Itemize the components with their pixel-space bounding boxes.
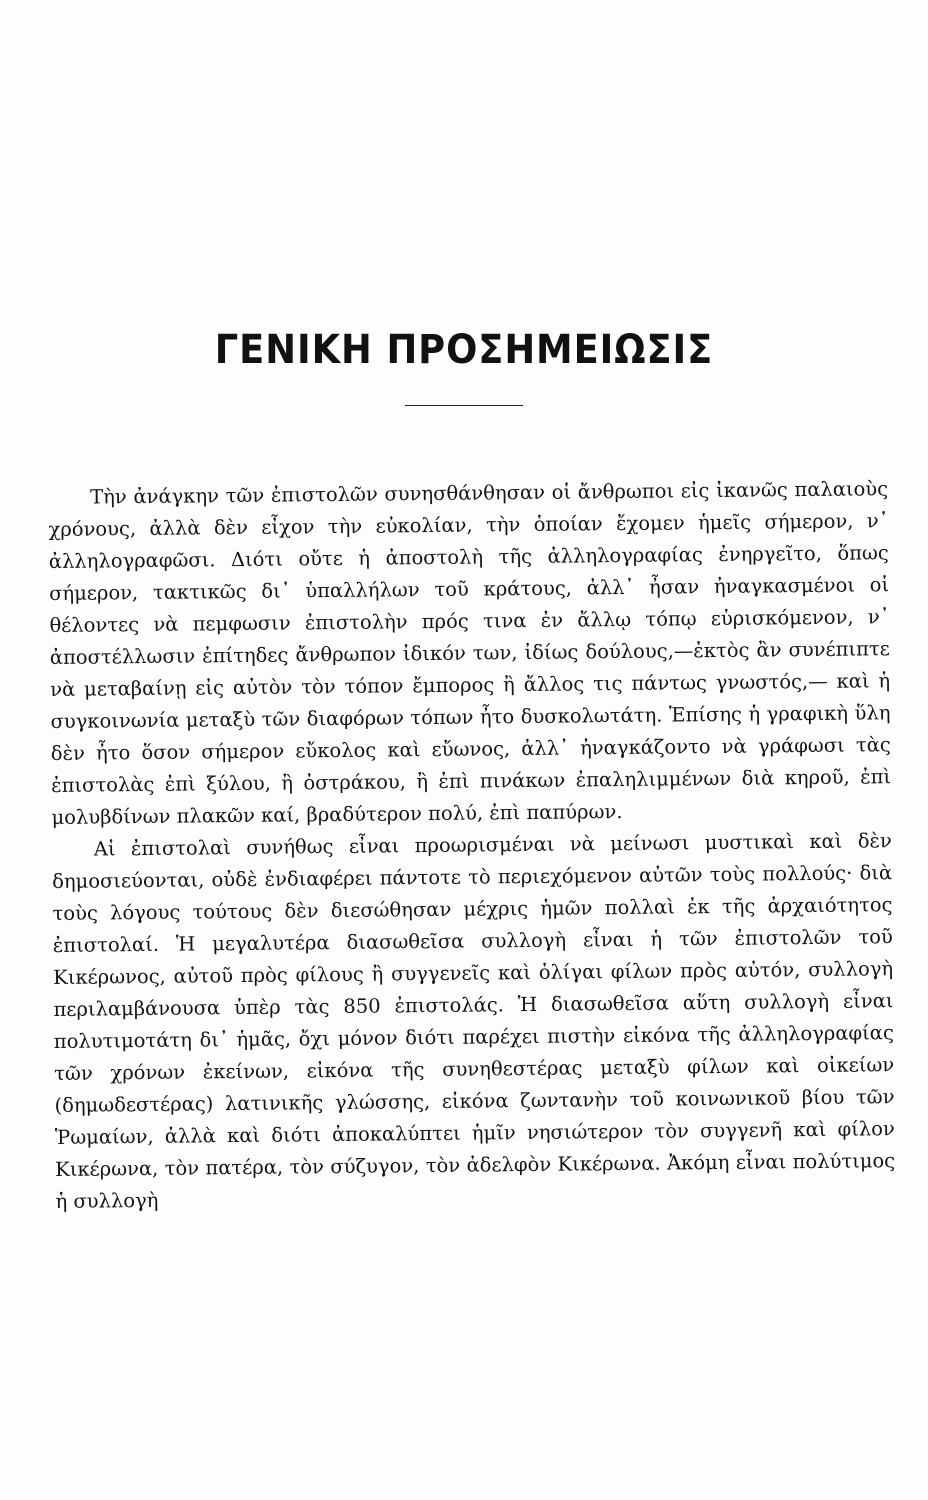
body-text	[48, 473, 896, 1218]
title-divider	[405, 405, 523, 406]
paragraph-2: Αἱ ἐπιστολαὶ συνήθως εἶναι προωρισμέναι νὰ μείνωσι μυστικαὶ καὶ δὲν δημοσιεύονται, οὐδὲ ἐνδιαφέρει πάντοτε τὸ περιεχόμενον αὐτῶν τοὺς πολλούς· διὰ τοὺς λόγους τούτους δὲν διεσώθησαν μέχρις ἡμῶν πολλαὶ ἐκ τῆς ἀρχαιότητος ἐπιστολαί. Ἡ μεγαλυτέρα διασωθεῖσα συλλογὴ εἶναι ἡ τῶν ἐπιστολῶν τοῦ Κικέρωνος, αὐτοῦ πρὸς φίλους ἢ συγγενεῖς καὶ ὀλίγαι φίλων πρὸς αὐτόν, συλλογὴ περιλαμβάνουσα ὑπὲρ τὰς 850 ἐπιστολάς. Ἡ διασωθεῖσα αὕτη συλλογὴ εἶναι πολυτιμοτάτη δι᾽ ἡμᾶς, ὄχι μόνον διότι παρέχει πιστὴν εἰκόνα τῆς ἀλληλογραφίας τῶν χρόνων ἐκείνων, εἰκόνα τῆς συνηθεστέρας μεταξὺ φίλων καὶ οἰκείων (δημωδεστέρας) λατινικῆς γλώσσης, εἰκόνα ζωντανὴν τοῦ κοινωνικοῦ βίου τῶν Ῥωμαίων, ἀλλὰ καὶ διότι ἀποκαλύπτει ἡμῖν νησιώτερον τὸν συγγενῆ καὶ φίλον Κικέρωνα, τὸν πατέρα, τὸν σύζυγον, τὸν ἀδελφὸν Κικέρωνα. Ἀκόμη εἶναι πολύτιμος ἡ συλλογὴ	[52, 829, 896, 1213]
page-title: ΓΕΝΙΚΗ ΠΡΟΣΗΜΕΙΩΣΙΣ	[214, 326, 714, 373]
paragraph-1: Τὴν ἀνάγκην τῶν ἐπιστολῶν συνησθάνθησαν οἱ ἄνθρωποι εἰς ἱκανῶς παλαιοὺς χρόνους, ἀλλὰ δὲν εἶχον τὴν εὐκολίαν, τὴν ὁποίαν ἔχομεν ἡμεῖς σήμερον, ν᾽ ἀλληλογραφῶσι. Διότι οὔτε ἡ ἀποστολὴ τῆς ἀλληλογραφίας ἐνηργεῖτο, ὅπως σήμερον, τακτικῶς δι᾽ ὑπαλλήλων τοῦ κράτους, ἀλλ᾽ ἦσαν ἠναγκασμένοι οἱ θέλοντες νὰ πεμφωσιν ἐπιστολὴν πρός τινα ἐν ἄλλῳ τόπῳ εὑρισκόμενον, ν᾽ ἀποστέλλωσιν ἐπίτηδες ἄνθρωπον ἰδικόν των, ἰδίως δούλους,—ἐκτὸς ἂν συνέπιπτε νὰ μεταβαίνῃ εἰς αὐτὸν τὸν τόπον ἔμπορος ἢ ἄλλος τις πάντως γνωστός,— καὶ ἡ συγκοινωνία μεταξὺ τῶν διαφόρων τόπων ἦτο δυσκολωτάτη. Ἐπίσης ἡ γραφικὴ ὕλη δὲν ἦτο ὅσον σήμερον εὔκολος καὶ εὔωνος, ἀλλ᾽ ἠναγκάζοντο νὰ γράφωσι τὰς ἐπιστολὰς ἐπὶ ξύλου, ἢ ὀστράκου, ἢ ἐπὶ πινάκων ἐπαληλιμμένων διὰ κηροῦ, ἐπὶ μολυβδίνων πλακῶν καί, βραδύτερον πολύ, ἐπὶ παπύρων.	[48, 477, 892, 829]
